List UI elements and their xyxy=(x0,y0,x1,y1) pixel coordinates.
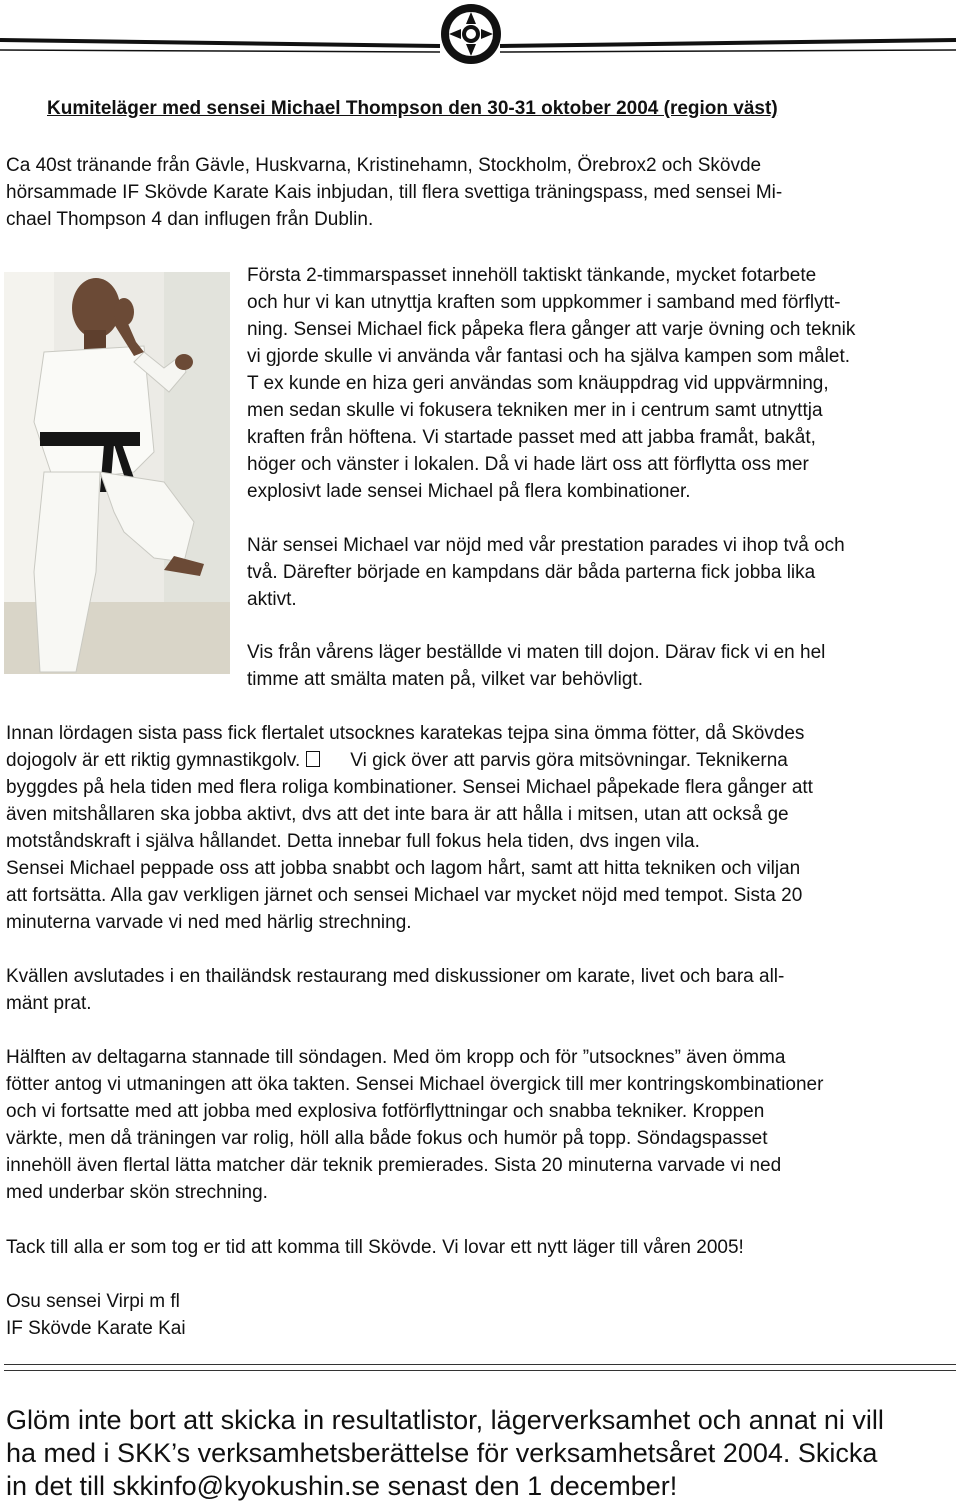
paragraph-line: kraften från höftena. Vi startade passet med att jabba framåt, bakåt, xyxy=(247,427,816,448)
paragraph-line: minuterna varvade vi ned med härlig strechning. xyxy=(6,912,412,933)
paragraph-line: motståndskraft i själva hållandet. Detta innebar full fokus hela tiden, dvs ingen vila. xyxy=(6,831,700,852)
paragraph-line: Vis från vårens läger beställde vi maten till dojon. Därav fick vi en hel xyxy=(247,642,826,663)
footer-line: ha med i SKK’s verksamhetsberättelse för verksamhetsåret 2004. Skicka xyxy=(6,1438,878,1468)
signature-line: IF Skövde Karate Kai xyxy=(6,1318,186,1339)
paragraph-line: fötter antog vi utmaningen att öka takten. Sensei Michael övergick till mer kontringskombinationer xyxy=(6,1074,824,1095)
paragraph-line: men sedan skulle vi fokusera tekniken mer in i centrum samt utnyttja xyxy=(247,400,823,421)
paragraph-line: två. Därefter började en kampdans där båda parterna fick jobba lika xyxy=(247,562,816,583)
paragraph-line: vi gjorde skulle vi använda vår fantasi och ha själva kampen som målet. xyxy=(247,346,851,367)
paragraph-line: även mitshållaren ska jobba aktivt, dvs att det inte bara är att hålla i mitsen, utan att också ge xyxy=(6,804,789,825)
paragraph-text: Vi gick över att parvis göra mitsövningar. Teknikerna xyxy=(350,750,788,771)
paragraph-line: Hälften av deltagarna stannade till söndagen. Med öm kropp och för ”utsocknes” även ömma xyxy=(6,1047,786,1068)
footer-line: in det till skkinfo@kyokushin.se senast den 1 december! xyxy=(6,1471,678,1501)
intro-line: Ca 40st tränande från Gävle, Huskvarna, Kristinehamn, Stockholm, Örebrox2 och Skövde xyxy=(6,155,762,176)
paragraph-line: Innan lördagen sista pass fick flertalet utsocknes karatekas tejpa sina ömma fötter, då Skövdes xyxy=(6,723,805,744)
footer-divider xyxy=(4,1370,956,1371)
paragraph-line: När sensei Michael var nöjd med vår prestation parades vi ihop två och xyxy=(247,535,845,556)
paragraph-line: timme att smälta maten på, vilket var behövligt. xyxy=(247,669,643,690)
paragraph-line: mänt prat. xyxy=(6,993,92,1014)
paragraph-line: höger och vänster i lokalen. Då vi hade lärt oss att förflytta oss mer xyxy=(247,454,809,475)
footer-notice xyxy=(6,1404,956,1503)
paragraph-line: innehöll även flertal lätta matcher där teknik premierades. Sista 20 minuterna varvade vi ned xyxy=(6,1155,782,1176)
kyokushin-kanku-logo-icon xyxy=(438,0,504,72)
paragraph-line: ning. Sensei Michael fick påpeka flera gånger att varje övning och teknik xyxy=(247,319,856,340)
signature-line: Osu sensei Virpi m fl xyxy=(6,1291,180,1312)
paragraph-text: dojogolv är ett riktig gymnastikgolv. xyxy=(6,750,301,771)
paragraph-line: Sensei Michael peppade oss att jobba snabbt och lagom hårt, samt att hitta tekniken och viljan xyxy=(6,858,801,879)
missing-glyph-icon xyxy=(306,751,320,767)
paragraph-line: aktivt. xyxy=(247,589,297,610)
paragraph-line: och hur vi kan utnyttja kraften som uppkommer i samband med förflytt- xyxy=(247,292,841,313)
thanks-line: Tack till alla er som tog er tid att komma till Skövde. Vi lovar ett nytt läger till våren 2005! xyxy=(6,1237,744,1258)
paragraph-line: värkte, men då träningen var rolig, höll alla både fokus och humör på topp. Söndagspasset xyxy=(6,1128,768,1149)
intro-line: chael Thompson 4 dan influgen från Dublin. xyxy=(6,209,374,230)
paragraph-line: med underbar skön strechning. xyxy=(6,1182,268,1203)
footer-divider xyxy=(4,1364,956,1365)
footer-line: Glöm inte bort att skicka in resultatlistor, lägerverksamhet och annat ni vill xyxy=(6,1405,884,1435)
paragraph-line: att fortsätta. Alla gav verkligen järnet och sensei Michael var mycket nöjd med tempot. Sista 20 xyxy=(6,885,803,906)
paragraph-line: byggdes på hela tiden med flera roliga kombinationer. Sensei Michael påpekade flera gånger att xyxy=(6,777,813,798)
paragraph-line: och vi fortsatte med att jobba med explosiva fotförflyttningar och snabba tekniker. Kroppen xyxy=(6,1101,765,1122)
paragraph-line: T ex kunde en hiza geri användas som knäuppdrag vid uppvärmning, xyxy=(247,373,829,394)
paragraph-line: Kvällen avslutades i en thailändsk restaurang med diskussioner om karate, livet och bara all- xyxy=(6,966,785,987)
intro-line: hörsammade IF Skövde Karate Kais inbjudan, till flera svettiga träningspass, med sensei Mi- xyxy=(6,182,783,203)
article-title: Kumiteläger med sensei Michael Thompson den 30-31 oktober 2004 (region väst) xyxy=(47,98,778,119)
paragraph-line: explosivt lade sensei Michael på flera kombinationer. xyxy=(247,481,691,502)
paragraph-line: Första 2-timmarspasset innehöll taktiskt tänkande, mycket fotarbete xyxy=(247,265,817,286)
karate-photo xyxy=(4,272,230,674)
paragraph-line xyxy=(6,747,788,774)
